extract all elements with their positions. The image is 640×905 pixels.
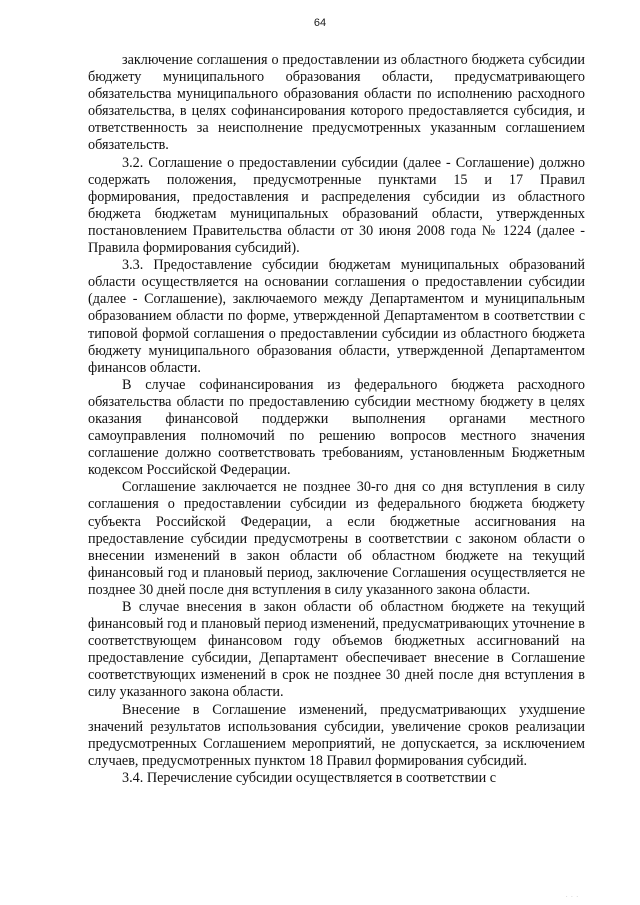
paragraph-budget-changes: В случае внесения в закон области об областном бюджете на текущий финансовый год и плановый период изменений, предусматривающих уточнение в соответствующем финансовом году объемов бюджетных ассигнований на предоставление субсидии, Департамент обеспечивает внесение в Соглашение соответствующих изменений в срок не позднее 30 дней после дня вступления в силу указанного закона области.: [88, 599, 585, 701]
paragraph-amendment-restrictions: Внесение в Соглашение изменений, предусматривающих ухудшение значений результатов использования субсидии, увеличение сроков реализации предусмотренных Соглашением мероприятий, не допускается, за исключением случаев, предусмотренных пунктом 18 Правил формирования субсидий.: [88, 701, 585, 769]
paragraph-3-3: 3.3. Предоставление субсидии бюджетам муниципальных образований области осуществляется на основании соглашения о предоставлении субсидии (далее - Соглашение), заключаемого между Департаментом и муниципальным образованием области по форме, утвержденной Департаментом в соответствии с типовой формой соглашения о предоставлении субсидии из областного бюджета бюджету муниципального образования области, утвержденной Департаментом финансов области.: [88, 257, 585, 376]
paragraph-agreement-conclusion: заключение соглашения о предоставлении из областного бюджета субсидии бюджету муниципального образования области, предусматривающего обязательства муниципального образования области по исполнению расходного обязательства, в целях софинансирования которого предоставляется субсидия, и ответственность за неисполнение предусмотренных указанным соглашением обязательств.: [88, 52, 585, 154]
paragraph-3-4: 3.4. Перечисление субсидии осуществляется в соответствии с: [122, 769, 497, 786]
paragraph-3-2: 3.2. Соглашение о предоставлении субсидии (далее - Соглашение) должно содержать положения, предусмотренные пунктами 15 и 17 Правил формирования, предоставления и распределения субсидии из областного бюджета бюджетам муниципальных образований области, утвержденных постановлением Правительства области от 30 июня 2008 года № 1224 (далее - Правила формирования субсидий).: [88, 154, 585, 257]
paragraph-federal-cofinancing: В случае софинансирования из федерального бюджета расходного обязательства области по предоставлению субсидии местному бюджету в целях оказания финансовой поддержки выполнения органами местного самоуправления полномочий по решению вопросов местного значения соглашение должно соответствовать требованиям, установленным Бюджетным кодексом Российской Федерации.: [88, 376, 585, 479]
page-number: 64: [313, 17, 327, 29]
paragraph-agreement-deadline: Соглашение заключается не позднее 30-го дня со дня вступления в силу соглашения о предоставлении субсидии из федерального бюджета бюджету субъекта Российской Федерации, а если бюджетные ассигнования на предоставление субсидии предусмотрены в соответствии с законом области о внесении изменений в закон области об областном бюджете на текущий финансовый год и плановый период, заключение Соглашения осуществляется не позднее 30 дней после дня вступления в силу указанного закона области.: [88, 479, 585, 598]
scan-mark: · · ·: [566, 894, 579, 900]
document-body: [88, 52, 585, 787]
